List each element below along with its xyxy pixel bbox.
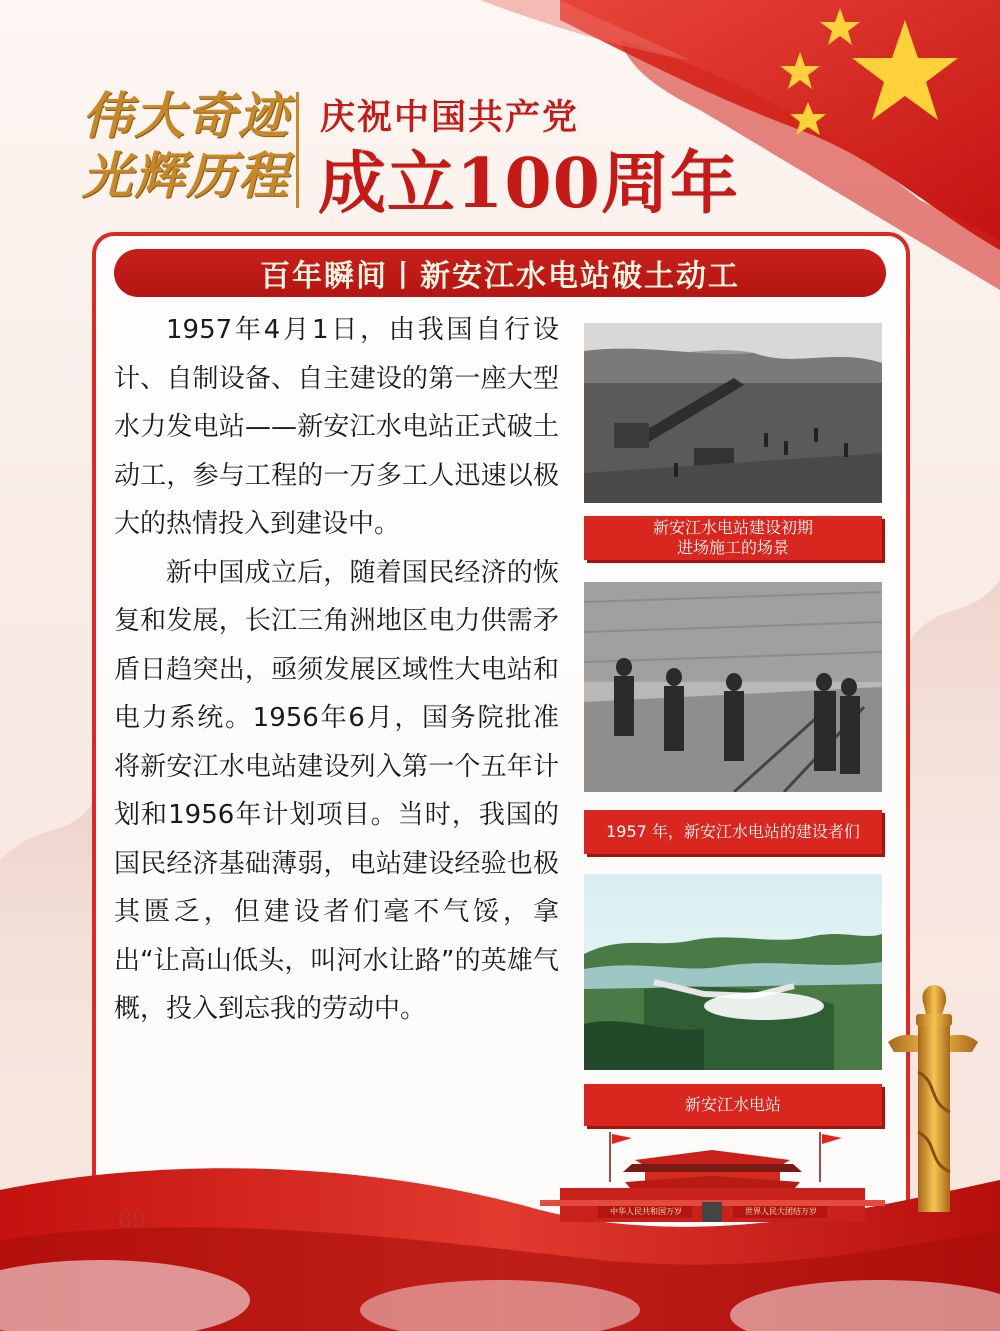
article-paragraph-2: 新中国成立后，随着国民经济的恢复和发展，长江三角洲地区电力供需矛盾日趋突出，亟须发展区域性大电站和电力系统。1956年6月，国务院批准将新安江水电站建设列入第一个五年计划和1956年计划项目。当时，我国的国民经济基础薄弱，电站建设经验也极其匮乏，但建设者们毫不气馁，拿出“让高山低头，叫河水让路”的英雄气概，投入到忘我的劳动中。 bbox=[114, 557, 559, 1024]
header-divider bbox=[296, 92, 299, 208]
caption-1-line-2: 进场施工的场景 bbox=[676, 538, 789, 557]
photo-caption-3 bbox=[584, 1084, 882, 1126]
photo-hydropower-station bbox=[584, 874, 882, 1070]
article-paragraph-1: 1957年4月1日，由我国自行设计、自制设备、自主建设的第一座大型水力发电站——新安江水电站正式破土动工，参与工程的一万多工人迅速以极大的热情投入到建设中。 bbox=[114, 315, 559, 539]
slogan-line-1: 伟大奇迹 bbox=[82, 86, 290, 145]
photo-caption-1 bbox=[584, 516, 882, 560]
article-body bbox=[114, 306, 559, 1034]
photo-caption-2 bbox=[584, 810, 882, 854]
article-title-bar bbox=[114, 249, 886, 297]
caption-3-line-1: 新安江水电站 bbox=[684, 1095, 781, 1114]
photo-workers bbox=[584, 582, 882, 792]
slogan-line-2: 光辉历程 bbox=[82, 146, 290, 205]
banner-left: 中华人民共和国万岁 bbox=[610, 1207, 682, 1216]
tiananmen-gate-icon bbox=[540, 1122, 885, 1222]
slogan bbox=[82, 86, 290, 206]
page-number: 89 bbox=[118, 1208, 146, 1233]
header-subtitle: 庆祝中国共产党 bbox=[320, 97, 580, 138]
huabiao-column-icon bbox=[888, 972, 978, 1212]
banner-right: 世界人民大团结万岁 bbox=[745, 1207, 817, 1216]
tiananmen-illustration bbox=[540, 1122, 885, 1222]
photo-construction-site bbox=[584, 323, 882, 503]
caption-2-line-1: 1957 年，新安江水电站的建设者们 bbox=[606, 822, 860, 841]
article-title: 百年瞬间丨新安江水电站破土动工 bbox=[260, 259, 740, 294]
header-title: 成立100周年 bbox=[318, 144, 739, 224]
caption-1-line-1: 新安江水电站建设初期 bbox=[652, 518, 813, 537]
